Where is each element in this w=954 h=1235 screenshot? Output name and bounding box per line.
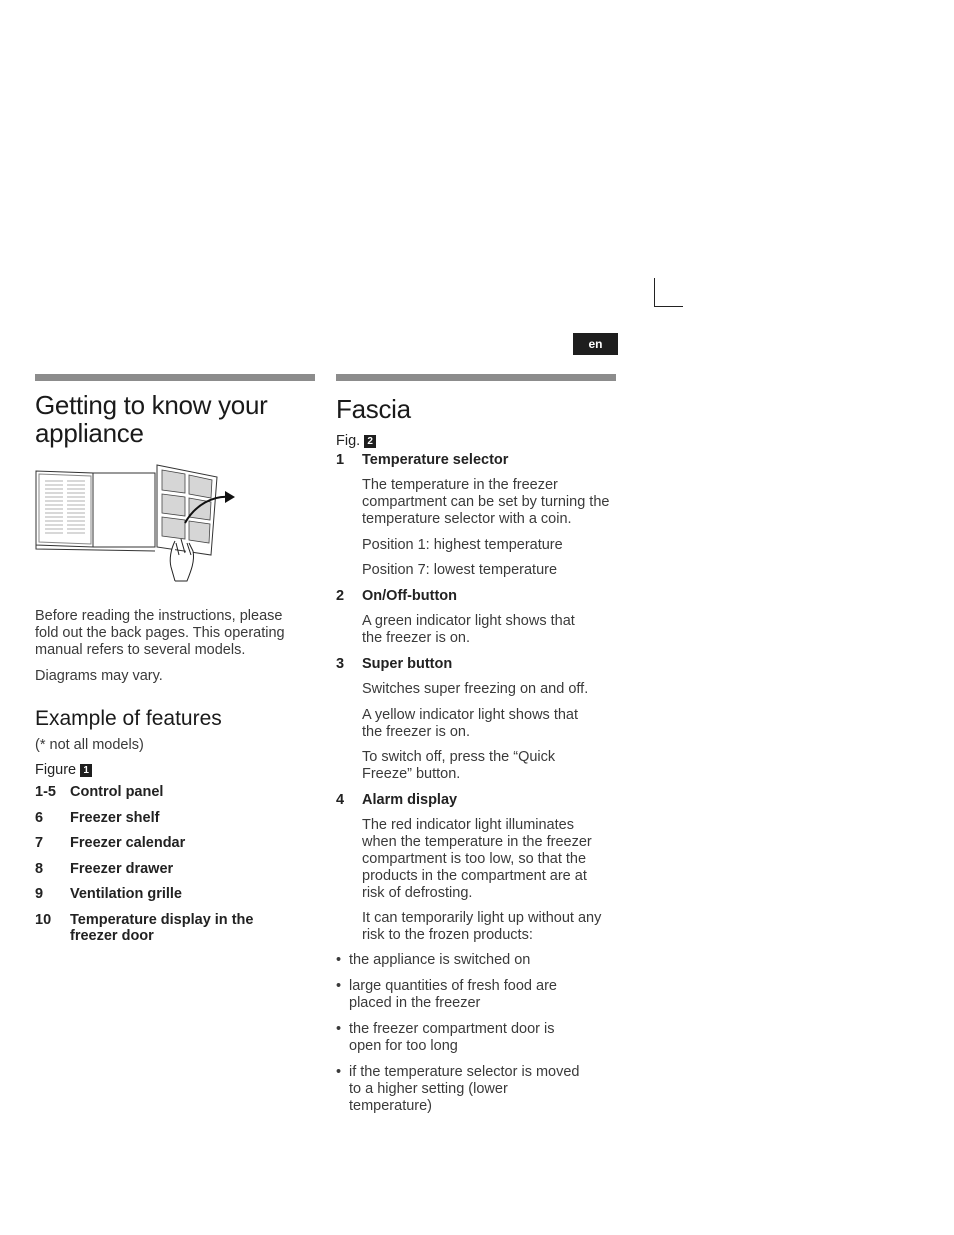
- crop-mark: [654, 278, 683, 307]
- list-item: 6 Freezer shelf: [35, 809, 160, 826]
- item-temperature-selector: 1 Temperature selector: [336, 452, 509, 468]
- list-item: • the appliance is switched on: [336, 952, 616, 969]
- list-item: 8 Freezer drawer: [35, 860, 174, 877]
- features-note: (* not all models): [35, 737, 144, 753]
- section-rule: [336, 374, 616, 381]
- item-text: It can temporarily light up without any risk to the frozen products:: [362, 910, 602, 943]
- list-item: • if the temperature selector is moved to a higher setting (lower temperature): [336, 1064, 594, 1115]
- list-item: • the freezer compartment door is open for too long: [336, 1021, 564, 1055]
- item-text: Switches super freezing on and off.: [362, 681, 589, 697]
- foldout-illustration: [35, 463, 245, 588]
- fig-label: [336, 433, 616, 449]
- list-item: 1-5 Control panel: [35, 784, 164, 800]
- item-super-button: 3 Super button: [336, 656, 453, 672]
- language-tag: en: [573, 333, 618, 355]
- item-on-off-button: 2 On/Off-button: [336, 588, 458, 604]
- page-title: Getting to know your appliance: [35, 390, 268, 448]
- item-text: To switch off, press the “Quick Freeze” button.: [362, 749, 556, 782]
- section-rule: [35, 374, 315, 381]
- features-list: [35, 784, 315, 944]
- right-column: [336, 374, 616, 1124]
- item-text: Position 1: highest temperature: [362, 537, 563, 553]
- figure-label-text: Figure: [35, 762, 77, 778]
- item-text: The temperature in the freezer compartment can be set by turning the temperature selector with a coin.: [362, 477, 610, 527]
- left-column: [35, 374, 315, 953]
- manual-foldout-icon: [35, 463, 245, 588]
- list-item: 9 Ventilation grille: [35, 886, 182, 902]
- list-item: 10 Temperature display in the freezer door: [35, 911, 254, 944]
- alarm-bullet-list: [336, 952, 616, 1115]
- item-text: A yellow indicator light shows that the freezer is on.: [362, 707, 578, 740]
- intro-text: Before reading the instructions, please fold out the back pages. This operating manual refers to several models.: [35, 608, 285, 658]
- features-heading: Example of features: [35, 707, 222, 730]
- fig-number-badge: 2: [364, 435, 376, 448]
- list-item: • large quantities of fresh food are placed in the freezer: [336, 978, 574, 1012]
- list-item: 7 Freezer calendar: [35, 835, 186, 851]
- fig-label-text: Fig.: [336, 433, 361, 449]
- figure-label: [35, 762, 315, 778]
- figure-number-badge: 1: [80, 764, 92, 777]
- item-alarm-display: 4 Alarm display: [336, 792, 458, 808]
- item-text: The red indicator light illuminates when the temperature in the freezer compartment is too low, so that the products in the compartment are at risk of defrosting.: [362, 817, 592, 901]
- item-text: A green indicator light shows that the freezer is on.: [362, 613, 575, 646]
- diagrams-note: Diagrams may vary.: [35, 668, 163, 684]
- fascia-title: Fascia: [336, 394, 411, 424]
- item-text: Position 7: lowest temperature: [362, 562, 558, 578]
